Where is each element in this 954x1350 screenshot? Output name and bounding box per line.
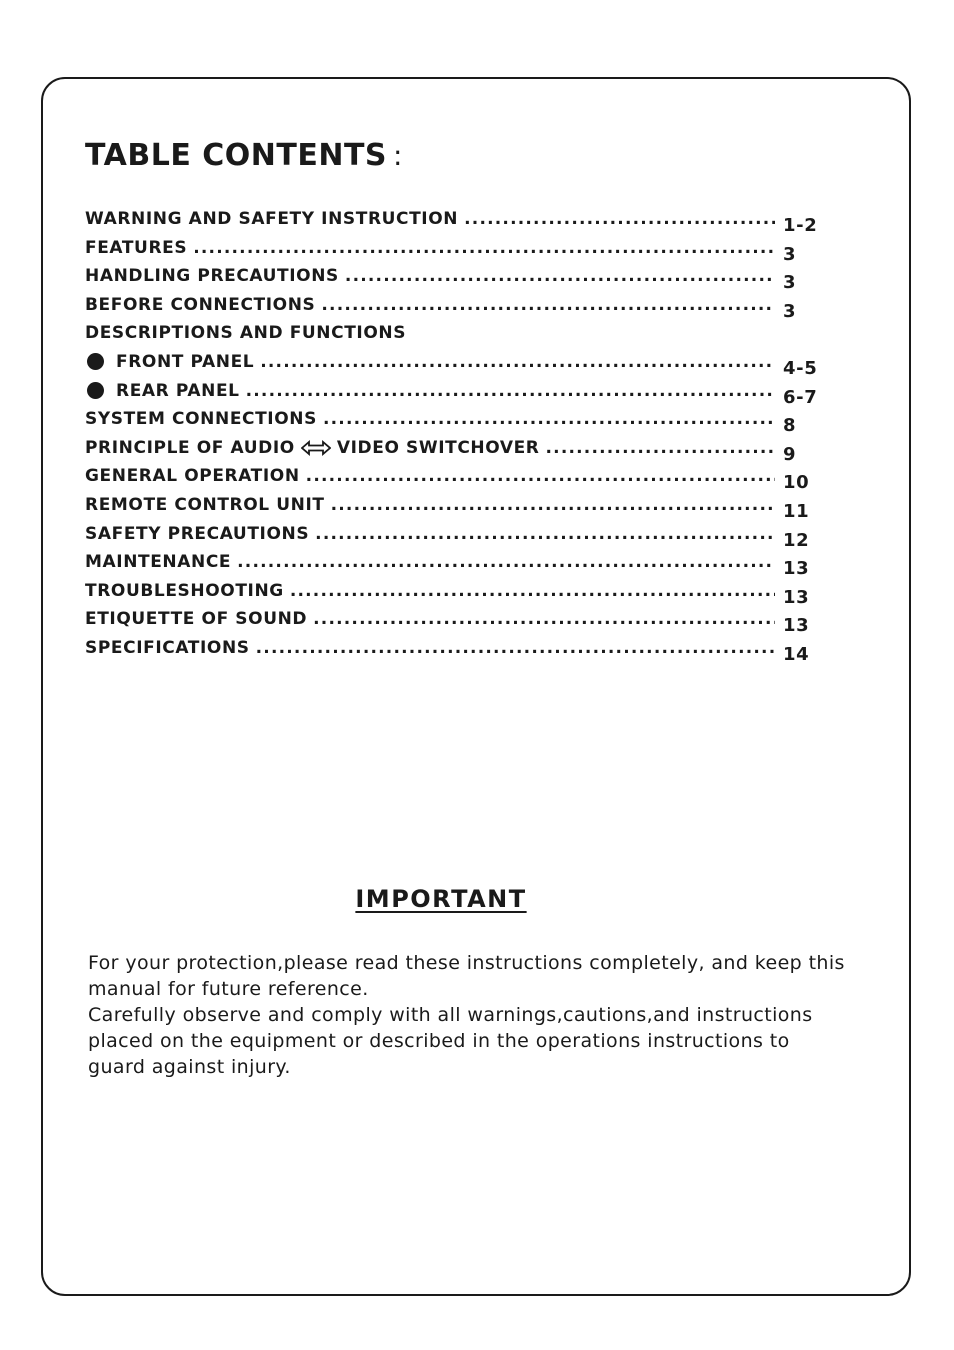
dot-leader	[464, 205, 775, 233]
toc-entry-page: 3	[783, 272, 797, 294]
toc-entry-audio-video-switchover[interactable]	[85, 434, 820, 463]
toc-entry-label: HANDLING PRECAUTIONS	[85, 266, 339, 287]
toc-entry-page: 9	[783, 443, 797, 465]
toc-entry-label: FRONT PANEL	[116, 351, 255, 372]
toc-entry-label: FEATURES	[85, 237, 188, 258]
page-title-text: TABLE CONTENTS	[85, 138, 388, 173]
toc-entry-page: 4-5	[783, 357, 818, 379]
toc-entry-rear-panel[interactable]	[85, 377, 820, 406]
toc-entry-label-part2: VIDEO SWITCHOVER	[336, 437, 540, 458]
toc-entry-page: 13	[783, 558, 810, 580]
toc-entry-front-panel[interactable]	[85, 348, 820, 377]
dot-leader	[193, 234, 775, 262]
double-arrow-icon	[301, 440, 331, 456]
toc-entry-label: WARNING AND SAFETY INSTRUCTION	[85, 209, 459, 229]
toc-entry-label: ETIQUETTE OF SOUND	[85, 609, 308, 630]
toc-entry-label: SPECIFICATIONS	[85, 637, 250, 658]
dot-leader	[323, 405, 775, 433]
dot-leader	[256, 634, 775, 662]
toc-entry-label: REMOTE CONTROL UNIT	[85, 494, 325, 515]
dot-leader	[246, 377, 775, 405]
dot-leader	[306, 462, 775, 490]
page-title	[85, 138, 403, 173]
toc-entry-system-connections[interactable]	[85, 405, 820, 437]
important-heading	[0, 885, 882, 913]
dot-leader	[345, 262, 775, 290]
dot-leader	[313, 605, 775, 633]
toc-entry-page: 12	[783, 529, 810, 551]
important-notice	[88, 950, 848, 1080]
toc-entry-label-part1: PRINCIPLE OF AUDIO	[85, 437, 295, 458]
toc-entry-label: SYSTEM CONNECTIONS	[85, 409, 317, 430]
dot-leader	[260, 348, 775, 376]
toc-entry-etiquette-of-sound[interactable]	[85, 605, 820, 637]
toc-section-descriptions-and-functions	[85, 319, 820, 348]
toc-entry-page: 8	[783, 415, 797, 437]
important-heading-text: IMPORTANT	[355, 885, 527, 913]
bullet-icon	[87, 353, 104, 370]
dot-leader	[546, 434, 776, 462]
toc-entry-safety-precautions[interactable]	[85, 520, 820, 549]
toc-entry-specifications[interactable]	[85, 634, 820, 663]
toc-entry-page: 14	[783, 643, 810, 665]
toc-entry-page: 10	[783, 472, 810, 494]
page-title-colon: :	[393, 139, 403, 172]
toc-entry-troubleshooting[interactable]	[85, 577, 820, 606]
toc-entry-page: 6-7	[783, 386, 818, 408]
dot-leader	[321, 291, 775, 319]
toc-entry-label: BEFORE CONNECTIONS	[85, 294, 316, 315]
toc-entry-page: 3	[783, 243, 797, 265]
toc-entry-page: 13	[783, 586, 810, 608]
toc-entry-page: 13	[783, 615, 810, 637]
toc-entry-label: TROUBLESHOOTING	[85, 580, 284, 601]
toc-entry-label: MAINTENANCE	[85, 552, 232, 573]
toc-entry-label: GENERAL OPERATION	[85, 466, 300, 487]
bullet-icon	[87, 382, 104, 399]
notice-paragraph-2: Carefully observe and comply with all warnings,cautions,and instructions placed on the equipment or described in the operations instructions to guard against injury.	[88, 1004, 813, 1078]
table-of-contents	[85, 205, 820, 663]
notice-paragraph-1: For your protection,please read these instructions completely, and keep this manual for future reference.	[88, 952, 845, 1000]
toc-entry-features[interactable]	[85, 234, 820, 263]
toc-entry-page: 1-2	[783, 215, 818, 236]
toc-entry-warning-and-safety[interactable]	[85, 205, 820, 234]
toc-entry-maintenance[interactable]	[85, 548, 820, 580]
toc-entry-label: REAR PANEL	[116, 380, 240, 401]
toc-entry-remote-control-unit[interactable]	[85, 491, 820, 520]
dot-leader	[315, 520, 775, 548]
toc-entry-handling-precautions[interactable]	[85, 262, 820, 294]
toc-entry-page: 11	[783, 500, 810, 522]
dot-leader	[290, 577, 775, 605]
toc-entry-general-operation[interactable]	[85, 462, 820, 494]
dot-leader	[331, 491, 775, 519]
dot-leader	[237, 548, 775, 576]
toc-entry-label: SAFETY PRECAUTIONS	[85, 523, 310, 544]
toc-entry-before-connections[interactable]	[85, 291, 820, 320]
toc-section-label: DESCRIPTIONS AND FUNCTIONS	[85, 323, 407, 344]
toc-entry-page: 3	[783, 300, 797, 322]
